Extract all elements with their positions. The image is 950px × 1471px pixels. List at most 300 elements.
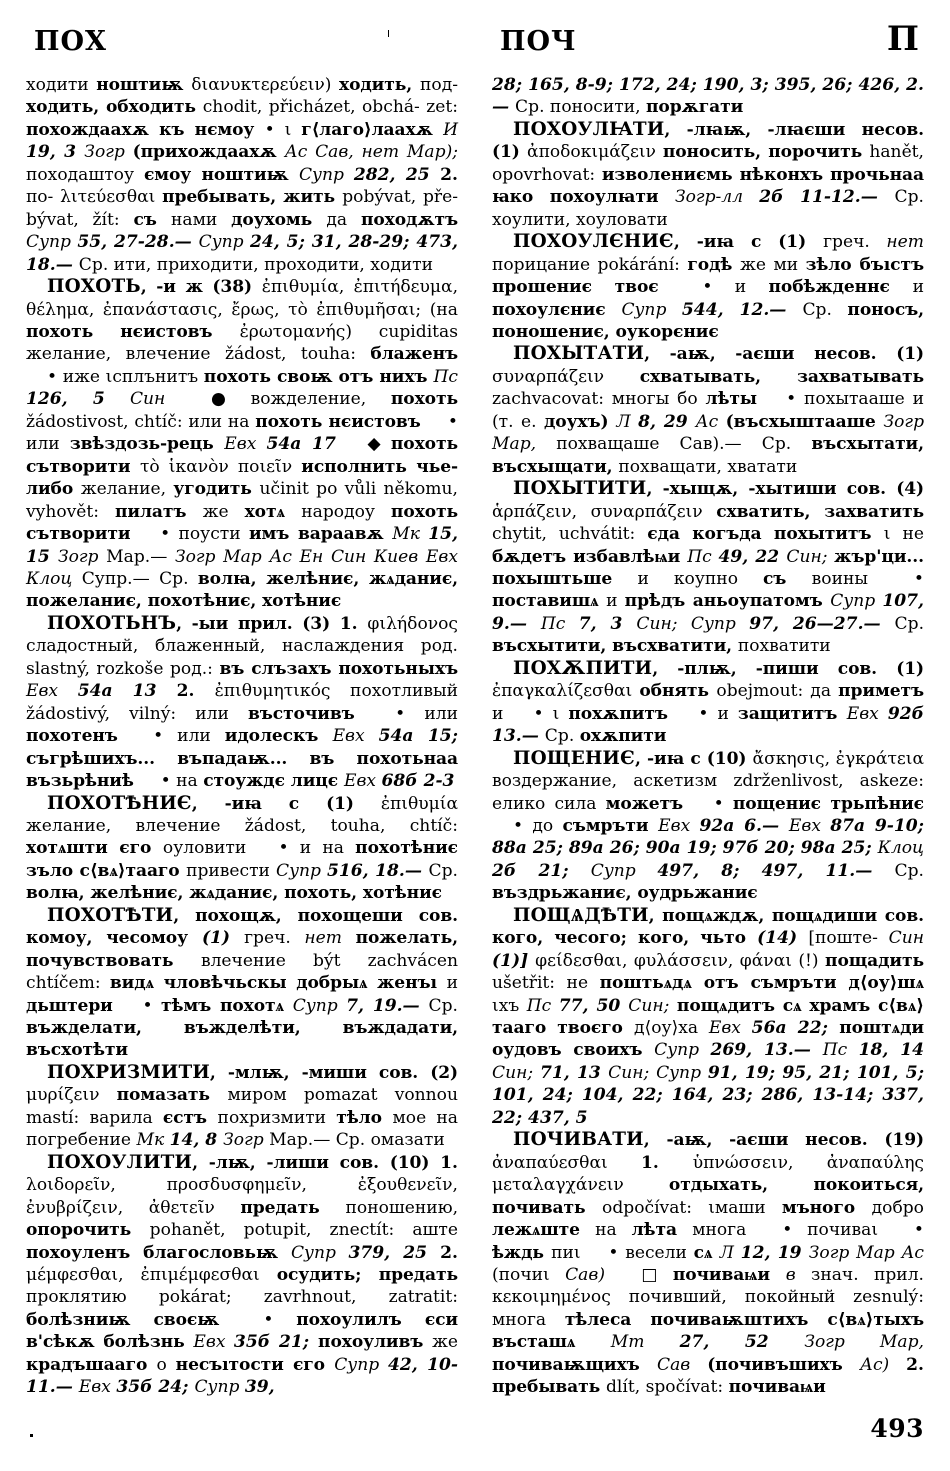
siglum: Евх (658, 815, 700, 836)
dictionary-entry[interactable] (492, 905, 924, 1130)
gloss: похотливый žádostivý, vilný: или (26, 681, 458, 724)
entry-grammar: , -хыщѫ, -хытиши сов. (4) (646, 479, 924, 500)
ocs-citation: съмръти (562, 815, 659, 836)
gloss: поношению, (345, 1197, 459, 1218)
entry-headword: ПОХѪПИТИ (513, 657, 653, 679)
gloss: zachvacovat: многы бо (492, 389, 706, 410)
siglum: Ас Сав, нет Мар); (284, 142, 458, 163)
quote-separator: • (713, 793, 724, 814)
ocs-citation: видѧ чловѣчьскы добрыѧ женъı (109, 973, 447, 994)
ocs-citation: жър'ци... похыштьше (492, 546, 924, 589)
dictionary-entry[interactable] (492, 748, 924, 905)
dictionary-entry[interactable] (26, 613, 458, 793)
sense-number: 2. (440, 1242, 458, 1263)
ocs-citation: похотенъ (26, 726, 133, 747)
greek-equivalent: φιλήδονος (367, 613, 458, 634)
ocs-citation: г⟨лаго⟩лаахѫ (301, 119, 444, 140)
greek-equivalent: κεκοιμημένος (492, 1287, 629, 1308)
ocs-citation: въ слъзахъ похотьныхъ (219, 658, 458, 679)
gloss: pohanět, potupit, znectít: аште (149, 1220, 458, 1241)
greek-equivalent: ἐπιθυμία, ἐπιτήδευμα, θέλημα, ἐπανάστασις, ἔρως, τὸ ἐπιθυμῆσαι; (26, 277, 458, 320)
sense-number: 1. (440, 1152, 458, 1173)
entry-headword: ПОХРИЗМИТИ (47, 1061, 210, 1083)
sense-number: 1. (339, 613, 368, 634)
gloss: желание, (80, 479, 174, 500)
ocs-citation: почиваѩи (672, 1265, 786, 1286)
quote-separator: • (513, 815, 524, 836)
column-left (26, 74, 459, 1398)
siglum-ref: 269, 13.— (710, 1040, 823, 1061)
siglum: Евх (78, 1377, 117, 1398)
siglum: Супр (298, 164, 354, 185)
siglum: Супр (621, 299, 682, 320)
siglum-ref: 54а 15; (378, 726, 458, 747)
ocs-citation: похоуливъ (318, 1332, 433, 1353)
gloss: obejmout: да (716, 681, 839, 702)
ocs-citation: идолескъ (224, 726, 333, 747)
ocs-citation: порѫгати (646, 97, 744, 118)
dictionary-entry[interactable] (492, 1129, 924, 1398)
ocs-citation: почиваѩи (728, 1377, 826, 1398)
gloss: же ми (740, 254, 806, 275)
dictionary-entry[interactable] (492, 119, 924, 231)
siglum-ref: 282, 25 (353, 164, 441, 185)
siglum-ref: 77, 50 (558, 995, 629, 1016)
ocs-citation: въсхытити, въсхватити, (492, 636, 738, 657)
ocs-citation: пощениє трьпѣниє (732, 793, 924, 814)
gloss: воины (811, 568, 893, 589)
entry-grammar: , -ыи прил. (3) (176, 613, 340, 634)
quote-separator: • (447, 411, 458, 432)
ocs-citation: доухомь (231, 209, 327, 230)
entry-headword: ПОХОТЬ (47, 276, 141, 298)
entry-grammar: , -аѭ, -аєши несов. (1) (644, 344, 924, 365)
siglum-ref: 92б 13.— (492, 703, 924, 747)
ocs-citation: пощѧдитъ сѧ храмъ с⟨вѧ⟩тааго твоєго (492, 995, 924, 1039)
gloss: učinit po vůli někomu, vyhovět: (26, 479, 458, 522)
gloss: žádostivost, chtíč: или на (26, 411, 256, 432)
gloss: Мар.— Ср. омазати (269, 1130, 445, 1151)
siglum: Ас) (860, 1354, 907, 1375)
siglum: Евх (343, 771, 382, 792)
ocs-citation: тѣлеса почиваѭштихъ с⟨вѧ⟩тыхъ въсташѧ (492, 1309, 924, 1353)
gloss (275, 120, 285, 140)
siglum-ref: 14, 8 (169, 1130, 224, 1151)
ocs-citation: ємоу ноштиѭ (143, 164, 299, 185)
ocs-citation: годѣ (687, 254, 741, 275)
sense-number: 2. (440, 164, 458, 185)
quote-separator: • (395, 703, 406, 724)
quote-separator: • (913, 1220, 924, 1241)
ocs-citation: звѣздозь-рець (69, 434, 225, 455)
siglum: Зогр (57, 546, 107, 567)
gloss: мое на погребение (26, 1107, 458, 1151)
entry-headword: ПОЩѦДѢТИ (513, 904, 649, 926)
ocs-citation: похоть (390, 389, 458, 410)
greek-equivalent: ἐρωτομανής) (239, 321, 379, 342)
ocs-citation: похоть своѭ отъ нихъ (203, 366, 434, 387)
ocs-citation: помазать (116, 1085, 228, 1106)
gloss: воздержание, аскетизм zdrženlivost, askeze: елико сила (492, 771, 924, 814)
entry-headword: ПОХОУЛЄНИЄ (513, 231, 674, 253)
siglum: Пс (822, 1040, 859, 1061)
quote-separator: • (278, 838, 289, 859)
siglum-ref: 7, 19.— (346, 995, 429, 1016)
quote-separator: • (782, 1220, 793, 1241)
gloss: (на (429, 299, 458, 320)
siglum: Зогр Мар, (804, 1332, 924, 1353)
ocs-citation: защититъ (737, 703, 847, 724)
ocs-citation: съ (762, 568, 812, 589)
gloss: и (708, 703, 738, 724)
ocs-citation: хотѧшти єго (26, 838, 163, 859)
siglum-ref: 91, 19; 95, 21; 101, 5; 101, 24; 104, 22; 164, 23; 286, 13-14; 337, 22; 437, 5 (492, 1062, 925, 1128)
siglum-ref: (1) (201, 928, 245, 949)
gloss: походаштоу (26, 164, 144, 185)
dictionary-entry[interactable] (492, 478, 924, 658)
ocs-citation: (въсхыштааше (725, 411, 884, 432)
siglum: Супр (334, 1354, 388, 1375)
ocs-citation: прѣдъ аньоупатомъ (624, 591, 831, 612)
siglum: Зогр Мар Ас Ен Син Киев Евх Клоц (26, 546, 458, 589)
siglum-ref: 2б 21; (492, 860, 591, 881)
ocs-citation: обнять (639, 681, 717, 702)
ocs-citation: походѫтъ (360, 209, 459, 230)
gloss: ušetřit: не (492, 973, 600, 994)
ocs-citation: побѣжденнє (768, 277, 913, 298)
dictionary-entry[interactable] (492, 343, 924, 478)
gloss (792, 1220, 807, 1240)
quote-separator: • (160, 771, 171, 792)
ocs-citation: изволениємь нѣконхъ прочьнаа ꙗко похоулꙗти (492, 164, 924, 208)
siglum-ref: 68б 2-3 (381, 771, 455, 792)
siglum-ref: 97, 26—27.— (749, 613, 895, 634)
gloss: Ср. (802, 299, 848, 320)
ocs-citation: угодить (173, 479, 260, 500)
gloss: привести (186, 860, 276, 881)
ocs-citation: имъ вараавѫ (248, 524, 393, 545)
entry-headword: ПОХОТѢНИЄ (47, 792, 192, 814)
siglum-ref: 379, 25 (348, 1242, 441, 1263)
siglum: Син; Супр (608, 1062, 708, 1083)
siglum-ref: 35б 24; (116, 1377, 195, 1398)
dictionary-entry[interactable] (492, 231, 924, 343)
ocs-citation: (прихождаахѫ (132, 142, 285, 163)
gloss: похытааше и (т. е. (492, 389, 924, 432)
page-number: 493 (870, 1414, 924, 1443)
body-columns (26, 74, 925, 1398)
greek-equivalent: τὸ ἱκανὸν ποιεῖν (139, 456, 302, 477)
gloss: (!) (798, 950, 826, 971)
gloss: да (326, 209, 361, 230)
siglum: Ас (695, 411, 726, 432)
gloss: сладостный, блаженный, наслаждения род. slastný, rozkoše род.: (26, 636, 458, 679)
siglum-ref: (14) (757, 928, 809, 949)
gloss: и (446, 973, 458, 994)
entry-headword: ПОХОТѢТИ (47, 904, 174, 926)
greek-equivalent: (почиι (492, 1265, 566, 1286)
ocs-citation: съгрѣшихъ... въпадаѭ... въ похотьнаа възьрѣниѣ (26, 748, 458, 792)
greek-equivalent: συναρπάζειν (492, 366, 640, 387)
gloss: на (170, 771, 204, 792)
gloss: и коупно (637, 568, 763, 589)
gloss: похватити (737, 636, 831, 657)
dictionary-entry[interactable] (26, 1152, 458, 1399)
ocs-citation: въздрьжаниє, оудрьжаниє (492, 883, 758, 904)
gloss: весели (618, 1242, 694, 1263)
gloss: не (902, 524, 924, 545)
gloss: греч. (244, 928, 305, 949)
gloss: или (163, 726, 225, 747)
siglum: Зогр Мар, (492, 411, 925, 455)
greek-equivalent: ἀναπαύεσθαι (492, 1152, 642, 1173)
gloss: chytit, uchvátit: (492, 524, 648, 545)
siglum-ref: 55, 27-28.— (77, 232, 199, 253)
siglum: Зогр (223, 1130, 270, 1151)
ocs-citation: пощадить (825, 950, 924, 971)
gloss: ходити (26, 75, 97, 95)
gloss: и (606, 591, 625, 612)
ocs-citation: похоть нєистовъ (26, 321, 240, 342)
gloss (724, 794, 733, 814)
ocs-citation: съ (133, 209, 172, 230)
ocs-citation: дьштери (26, 995, 122, 1016)
gloss: же (432, 1332, 458, 1353)
siglum: Зогр (84, 142, 133, 163)
gloss: dlít, spočívat: (605, 1377, 729, 1398)
ocs-citation: зѣло бъıстъ прошениє твоє (492, 254, 924, 298)
ocs-citation: исполнить чье-либо (26, 456, 458, 500)
gloss: влечение být zachvácen chtíčem: (26, 950, 458, 994)
ocs-citation: схватывать, захватывать (639, 366, 924, 387)
quote-separator: • (160, 524, 171, 545)
siglum-ref: 54а 13 (77, 681, 177, 702)
ocs-citation: стоуждє лицє (203, 771, 344, 792)
siglum: Евх (193, 1332, 234, 1353)
siglum: Син; (492, 1062, 540, 1083)
gloss: Ср. (428, 860, 458, 881)
ocs-citation: волꙗ, желѣниє, жѧданиє, пожеланиє, похотѣниє, хотѣниє (26, 568, 458, 612)
siglum: Евх (788, 815, 831, 836)
ocs-citation: лѣта (631, 1220, 693, 1241)
entry-grammar: , пощѧждѫ, пощѧдиши сов. кого, чесого; кого, чьто (492, 905, 924, 949)
siglum-ref: 42, 10-11.— (26, 1354, 458, 1398)
running-head-letter: П (886, 19, 920, 59)
entry-headword: ПОХОТЬНЪ (47, 612, 177, 634)
siglum: Евх (846, 703, 888, 724)
gloss: желание, влечение žádost, touha, chtíč: (26, 815, 458, 836)
entry-grammar: , -лѭ, -лиши сов. (10) (192, 1152, 441, 1173)
siglum-ref: 12, 19 (740, 1242, 809, 1263)
gloss: похващаше Сав).— Ср. (556, 434, 812, 455)
ocs-citation: охѫпити (579, 726, 667, 747)
siglum: Евх (224, 434, 267, 455)
greek-equivalent: μυρίζειν (26, 1085, 117, 1106)
siglum: Супр (830, 591, 883, 612)
sense-number: 1. (641, 1152, 693, 1173)
siglum-ref: 544, 12.— (681, 299, 803, 320)
corner-tick (30, 1434, 33, 1437)
head-rule-tick (388, 30, 389, 37)
ocs-citation: приметъ (838, 681, 924, 702)
ocs-citation: ходить, обходить (26, 97, 203, 118)
ocs-citation: тѣло (336, 1107, 393, 1128)
gloss: оуловити (162, 838, 258, 859)
ocs-citation: отдыхать, покоиться, почивать (492, 1175, 925, 1218)
ocs-citation: доухъ) (544, 411, 617, 432)
greek-equivalent: ἐπιθυμητικός (214, 681, 351, 702)
gloss: поусти (170, 524, 249, 545)
ocs-citation: єстъ (162, 1107, 218, 1128)
dictionary-entry[interactable] (492, 658, 924, 748)
ocs-citation: пребывать, жить (162, 187, 343, 208)
greek-equivalent: ιсплънитъ (105, 366, 204, 387)
gloss: Ср. (894, 613, 925, 634)
siglum-ref: 49, 22 (718, 546, 787, 567)
entry-grammar: , -иꙗ с (1) (673, 232, 824, 253)
quote-separator: • (264, 119, 275, 140)
siglum-ref: 126, 5 (26, 389, 130, 410)
siglum-ref: 8, 29 (638, 411, 696, 432)
siglum: Мк (392, 524, 429, 545)
gloss: Ср. поносити, (515, 97, 646, 118)
greek-equivalent: пиι (551, 1242, 588, 1263)
gloss (544, 704, 553, 724)
siglum-ref: 87а 9-10; 88а 25; 89а 26; 90а 19; 97б 20; 98а 25; (492, 815, 924, 859)
ocs-citation: несъıтости єго (175, 1354, 335, 1375)
greek-equivalent: φείδεσθαι, φυλάσσειν, φάναι (535, 950, 799, 971)
greek-equivalent: ιхъ (492, 995, 527, 1016)
gloss: cupiditas желание, влечение žádost, touha: (26, 321, 458, 365)
entry-headword: ПОХОУЛꙖТИ (513, 118, 665, 140)
gloss (657, 1265, 672, 1285)
siglum: Зогр Мар Ас (808, 1242, 925, 1263)
dictionary-entry[interactable] (26, 276, 458, 613)
gloss: и (492, 703, 513, 724)
ocs-citation: пилатъ (114, 501, 203, 522)
siglum: Пс (433, 366, 458, 387)
siglum: нет (304, 928, 356, 949)
gloss: греч. (823, 232, 887, 253)
ocs-citation: опорочить (26, 1220, 150, 1241)
entry-headword: ПОХЫТИТИ (513, 478, 647, 500)
ocs-citation: въжделати, въжделѣти, въждадати, въсхотѣти (26, 1018, 458, 1061)
siglum: Супр (292, 995, 347, 1016)
gloss (381, 434, 391, 454)
gloss: народоу (301, 501, 391, 522)
siglum: Зогр-лл (674, 187, 760, 208)
quote-separator: • (153, 726, 164, 747)
ocs-citation: ходить, (338, 75, 421, 95)
entry-grammar: , -иꙗ с (1) (191, 793, 381, 814)
greek-equivalent: ἐπαγκαλίζεσθαι (492, 681, 640, 702)
siglum: Супр (654, 1040, 711, 1061)
ocs-citation: тѣмъ похотѧ (161, 995, 293, 1016)
siglum-ref: 71, 13 (539, 1062, 609, 1083)
siglum: Син (888, 928, 925, 949)
ocs-citation: почиваѭщихъ (492, 1354, 657, 1375)
gloss: вожделение, (225, 389, 391, 410)
siglum: Евх (332, 726, 379, 747)
greek-equivalent: ι (284, 119, 302, 140)
siglum: Сав) (565, 1265, 621, 1286)
entry-headword: ПОХОУЛИТИ (47, 1151, 193, 1173)
siglum: Син (129, 389, 190, 410)
ocs-citation: болѣзниѭ своєѭ (26, 1309, 243, 1330)
greek-equivalent: πο- λιτεύεσθαι (26, 187, 163, 208)
gloss: [поште- (808, 928, 889, 949)
entry-grammar: , похощѫ, похощеши сов. комоу, чесомоу (26, 905, 458, 949)
greek-equivalent: ὑπνώσσειν, ἀναπαύλης μεταλαγχάνειν (492, 1152, 925, 1196)
siglum-ref: 2б 11-12.— (759, 187, 895, 208)
ocs-citation: (почивъшихъ (707, 1354, 860, 1375)
sense-marker-square: □ (641, 1265, 658, 1286)
siglum: Супр (194, 1377, 245, 1398)
greek-equivalent: ἄσκησις, ἐγκράτεια (752, 748, 925, 769)
gloss: odpočívat: (602, 1197, 709, 1218)
gloss: на (595, 1220, 632, 1241)
ocs-citation: схватить, захватить (716, 501, 924, 522)
ocs-citation: похоть нєистовъ (255, 411, 427, 432)
entry-grammar: , -млѭ, -миши сов. (2) (209, 1062, 458, 1083)
siglum: Л (719, 1242, 741, 1263)
gloss: порицание pokárání: (492, 254, 688, 275)
ocs-citation: лежѧште (492, 1220, 596, 1241)
entry-continuation (492, 74, 924, 119)
dictionary-entry[interactable] (26, 793, 458, 905)
gloss: или (26, 434, 70, 455)
siglum-ref: 24, 5; 31, 28-29; 473, 18.— (26, 232, 458, 275)
gloss: и (712, 277, 769, 298)
gloss: до (523, 815, 563, 836)
dictionary-entry[interactable] (26, 1062, 458, 1152)
siglum-ref: 54а 17 (266, 434, 347, 455)
ocs-citation: поштѧди оудовъ своихъ (492, 1018, 924, 1061)
greek-equivalent: ι (552, 703, 569, 724)
entry-headword: ПОХЫТАТИ (513, 343, 645, 365)
running-head-left: ПОХ (34, 26, 107, 57)
entry-grammar: , -аѭ, -аєши несов. (19) (643, 1130, 924, 1151)
sense-marker-diamond: ◆ (367, 434, 381, 455)
ocs-citation: похождаахѫ къ нємоу (26, 119, 265, 140)
siglum: Супр (275, 860, 327, 881)
siglum: Сав (657, 1354, 708, 1375)
gloss: многа (692, 1220, 762, 1241)
siglum: Клоц (877, 838, 924, 859)
entry-grammar: , -иꙗ с (10) (634, 748, 753, 769)
quote-separator: • (47, 366, 58, 387)
ocs-citation: волꙗ, желѣниє, жѧданиє, похоть, хотѣниє (26, 883, 442, 904)
sense-number: 2. (906, 1354, 925, 1375)
ocs-citation: похотѣниє зъло с⟨вѧ⟩тааго (26, 838, 458, 881)
siglum-ref: 35б 21; (233, 1332, 319, 1353)
running-head (28, 19, 922, 66)
siglum: Мк (136, 1130, 170, 1151)
siglum: в (785, 1265, 811, 1286)
quote-separator: • (913, 568, 925, 589)
siglum: Мт (610, 1332, 680, 1353)
gloss: же (202, 501, 245, 522)
siglum: И (443, 119, 459, 140)
gloss: похризмити (217, 1107, 337, 1128)
greek-equivalent: λοιδορεῖν, προσδυσφημεῖν, ἐξουθενεῖν, ἐνυβρίζειν, ἀθετεῖν (26, 1175, 458, 1218)
siglum: Син; (628, 995, 677, 1016)
ocs-citation: похоть сътворити (26, 501, 459, 545)
siglum: Супр (290, 1242, 349, 1263)
dictionary-entry[interactable] (26, 905, 458, 1062)
ocs-citation: поносъ, поношениє, оукорєниє (492, 299, 925, 342)
ocs-citation: лѣты (705, 389, 766, 410)
